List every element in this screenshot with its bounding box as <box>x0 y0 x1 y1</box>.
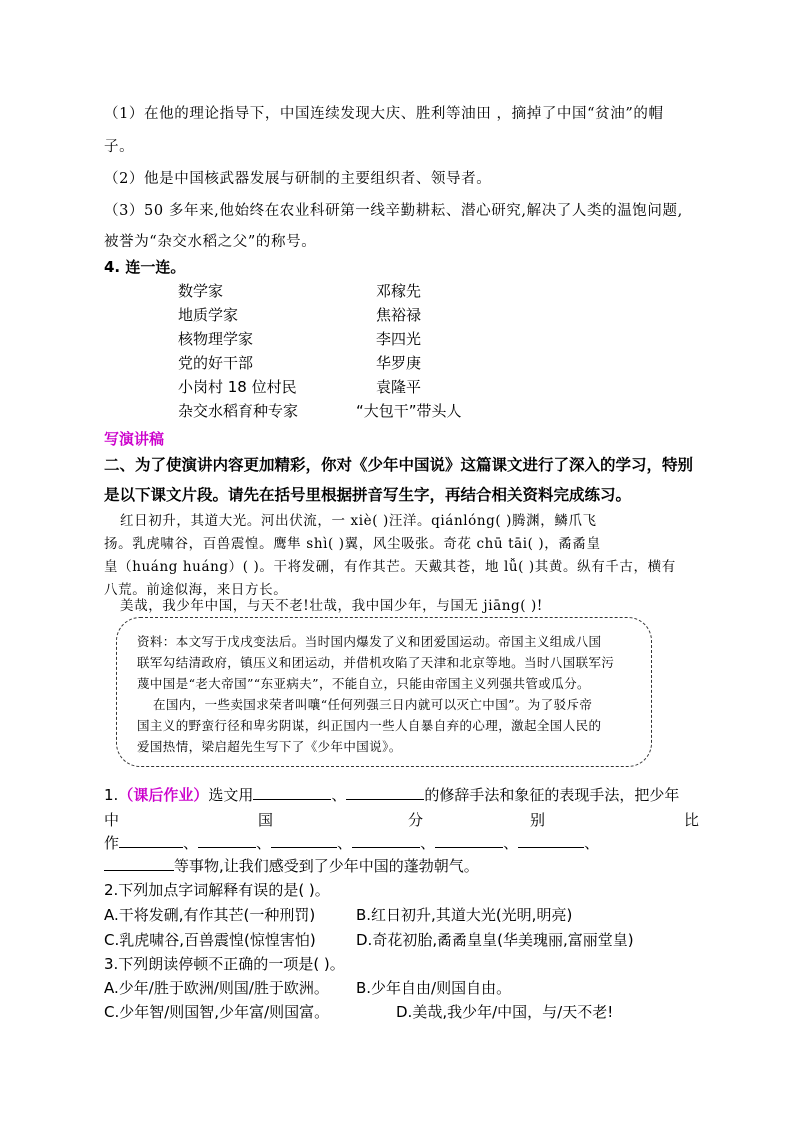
answer-blank[interactable] <box>119 833 183 848</box>
option-d[interactable]: D.奇花初胎,矞矞皇皇(华美瑰丽,富丽堂皇) <box>356 931 634 949</box>
q1-text: 作 <box>104 834 120 852</box>
separator: 、 <box>420 834 436 852</box>
answer-blank[interactable] <box>346 785 424 800</box>
q1-text: 的修辞手法和象征的表现手法，把少年 <box>424 786 680 804</box>
item-1-line-1: （1）在他的理论指导下，中国连续发现大庆、胜利等油田 ，摘掉了中国“贫油”的帽 <box>104 106 664 122</box>
spread-char: 国 <box>258 811 274 829</box>
option-b[interactable]: B.红日初升,其道大光(光明,明亮) <box>356 906 573 924</box>
answer-blank[interactable] <box>104 856 174 871</box>
separator: 、 <box>337 834 353 852</box>
question-1-line-4 <box>104 855 479 876</box>
note-line: 蔑中国是“老大帝国”“东亚病夫”，不能自立，只能由帝国主义列强共管或瓜分。 <box>137 676 590 691</box>
item-1-line-2: 子。 <box>104 139 135 155</box>
passage-line: 八荒。前途似海，来日方长。 <box>104 582 288 598</box>
separator: 、 <box>331 786 347 804</box>
q1-text: 等事物,让我们感受到了少年中国的蓬勃朝气。 <box>174 857 479 875</box>
separator: 、 <box>584 834 600 852</box>
answer-blank[interactable] <box>198 833 256 848</box>
option-a[interactable]: A.少年/胜于欧洲/则国/胜于欧洲。 <box>104 979 329 997</box>
match-right-item: 李四光 <box>376 330 422 348</box>
question-1-line-1 <box>104 784 679 805</box>
match-left-item: 核物理学家 <box>178 330 254 348</box>
match-left-item: 小岗村 18 位村民 <box>178 378 297 396</box>
note-line: 国主义的野蛮行径和卑劣阴谋，纠正国内一些人自暴自弃的心理，激起全国人民的 <box>137 718 602 733</box>
passage-line: 美哉，我少年中国，与天不老!壮哉，我中国少年，与国无 jiāng( )! <box>120 598 543 614</box>
match-right-item: 邓稼先 <box>376 282 422 300</box>
passage-line: 红日初升，其道大光。河出伏流，一 xiè( )汪洋。qiánlóng( )腾渊，鳞爪飞 <box>120 513 597 529</box>
homework-tag: （课后作业） <box>118 786 209 804</box>
item-2: （2）他是中国核武器发展与研制的主要组织者、领导者。 <box>104 171 492 187</box>
question-2-stem: 2.下列加点字词解释有误的是( )。 <box>104 881 330 899</box>
spread-char: 比 <box>684 811 700 829</box>
answer-blank[interactable] <box>435 833 503 848</box>
option-d[interactable]: D.美哉,我少年/中国，与/天不老! <box>396 1003 614 1021</box>
match-right-item: 袁隆平 <box>376 378 422 396</box>
option-a[interactable]: A.干将发硎,有作其芒(一种刑罚) <box>104 906 316 924</box>
spread-char: 分 <box>408 811 424 829</box>
option-c[interactable]: C.少年智/则国智,少年富/则国富。 <box>104 1003 330 1021</box>
match-right-item: 焦裕禄 <box>376 306 422 324</box>
note-line: 在国内，一些卖国求荣者叫嚷“任何列强三日内就可以灭亡中国”。为了驳斥帝 <box>153 697 593 712</box>
item-3-line-1: （3）50 多年来,他始终在农业科研第一线辛勤耕耘、潜心研究,解决了人类的温饱问题, <box>104 203 683 219</box>
match-right-item: “大包干”带头人 <box>356 402 462 420</box>
option-c[interactable]: C.乳虎啸谷,百兽震惶(惊惶害怕) <box>104 931 316 949</box>
match-heading: 4. 连一连。 <box>104 258 186 276</box>
option-b[interactable]: B.少年自由/则国自由。 <box>356 979 512 997</box>
separator: 、 <box>256 834 272 852</box>
question-number: 1. <box>104 786 119 804</box>
match-left-item: 地质学家 <box>178 306 239 324</box>
spread-char: 别 <box>530 811 546 829</box>
task-line-2: 是以下课文片段。请先在括号里根据拼音写生字，再结合相关资料完成练习。 <box>104 486 632 504</box>
match-left-item: 党的好干部 <box>178 354 254 372</box>
task-line-1: 二、为了使演讲内容更加精彩，你对《少年中国说》这篇课文进行了深入的学习，特别 <box>104 456 694 474</box>
note-line: 爱国热情，梁启超先生写下了《少年中国说》。 <box>137 739 402 754</box>
match-left-item: 数学家 <box>178 282 224 300</box>
question-3-stem: 3.下列朗读停顿不正确的一项是( )。 <box>104 955 345 973</box>
separator: 、 <box>503 834 519 852</box>
passage-line: 扬。乳虎啸谷，百兽震惶。鹰隼 shì( )翼，风尘吸张。奇花 chū tāi( )，矞矞皇 <box>104 536 601 552</box>
match-left-item: 杂交水稻育种专家 <box>178 402 299 420</box>
answer-blank[interactable] <box>518 833 584 848</box>
answer-blank[interactable] <box>352 833 420 848</box>
spread-char: 中 <box>104 811 120 829</box>
separator: 、 <box>183 834 199 852</box>
item-3-line-2: 被誉为“杂交水稻之父”的称号。 <box>104 234 317 250</box>
question-1-line-3 <box>104 832 599 853</box>
answer-blank[interactable] <box>271 833 337 848</box>
answer-blank[interactable] <box>253 785 331 800</box>
passage-line: 皇（huáng huáng）( )。干将发硎，有作其芒。天戴其苍，地 lǚ( )其黄。纵有千古，横有 <box>104 559 676 575</box>
match-right-item: 华罗庚 <box>376 354 422 372</box>
section-tag-speech: 写演讲稿 <box>104 430 165 448</box>
note-line: 联军勾结清政府，镇压义和团运动，并借机攻陷了天津和北京等地。当时八国联军污 <box>137 655 615 670</box>
q1-text: 选文用 <box>208 786 254 804</box>
note-line: 资料：本文写于戊戌变法后。当时国内爆发了义和团爱国运动。帝国主义组成八国 <box>137 634 602 649</box>
